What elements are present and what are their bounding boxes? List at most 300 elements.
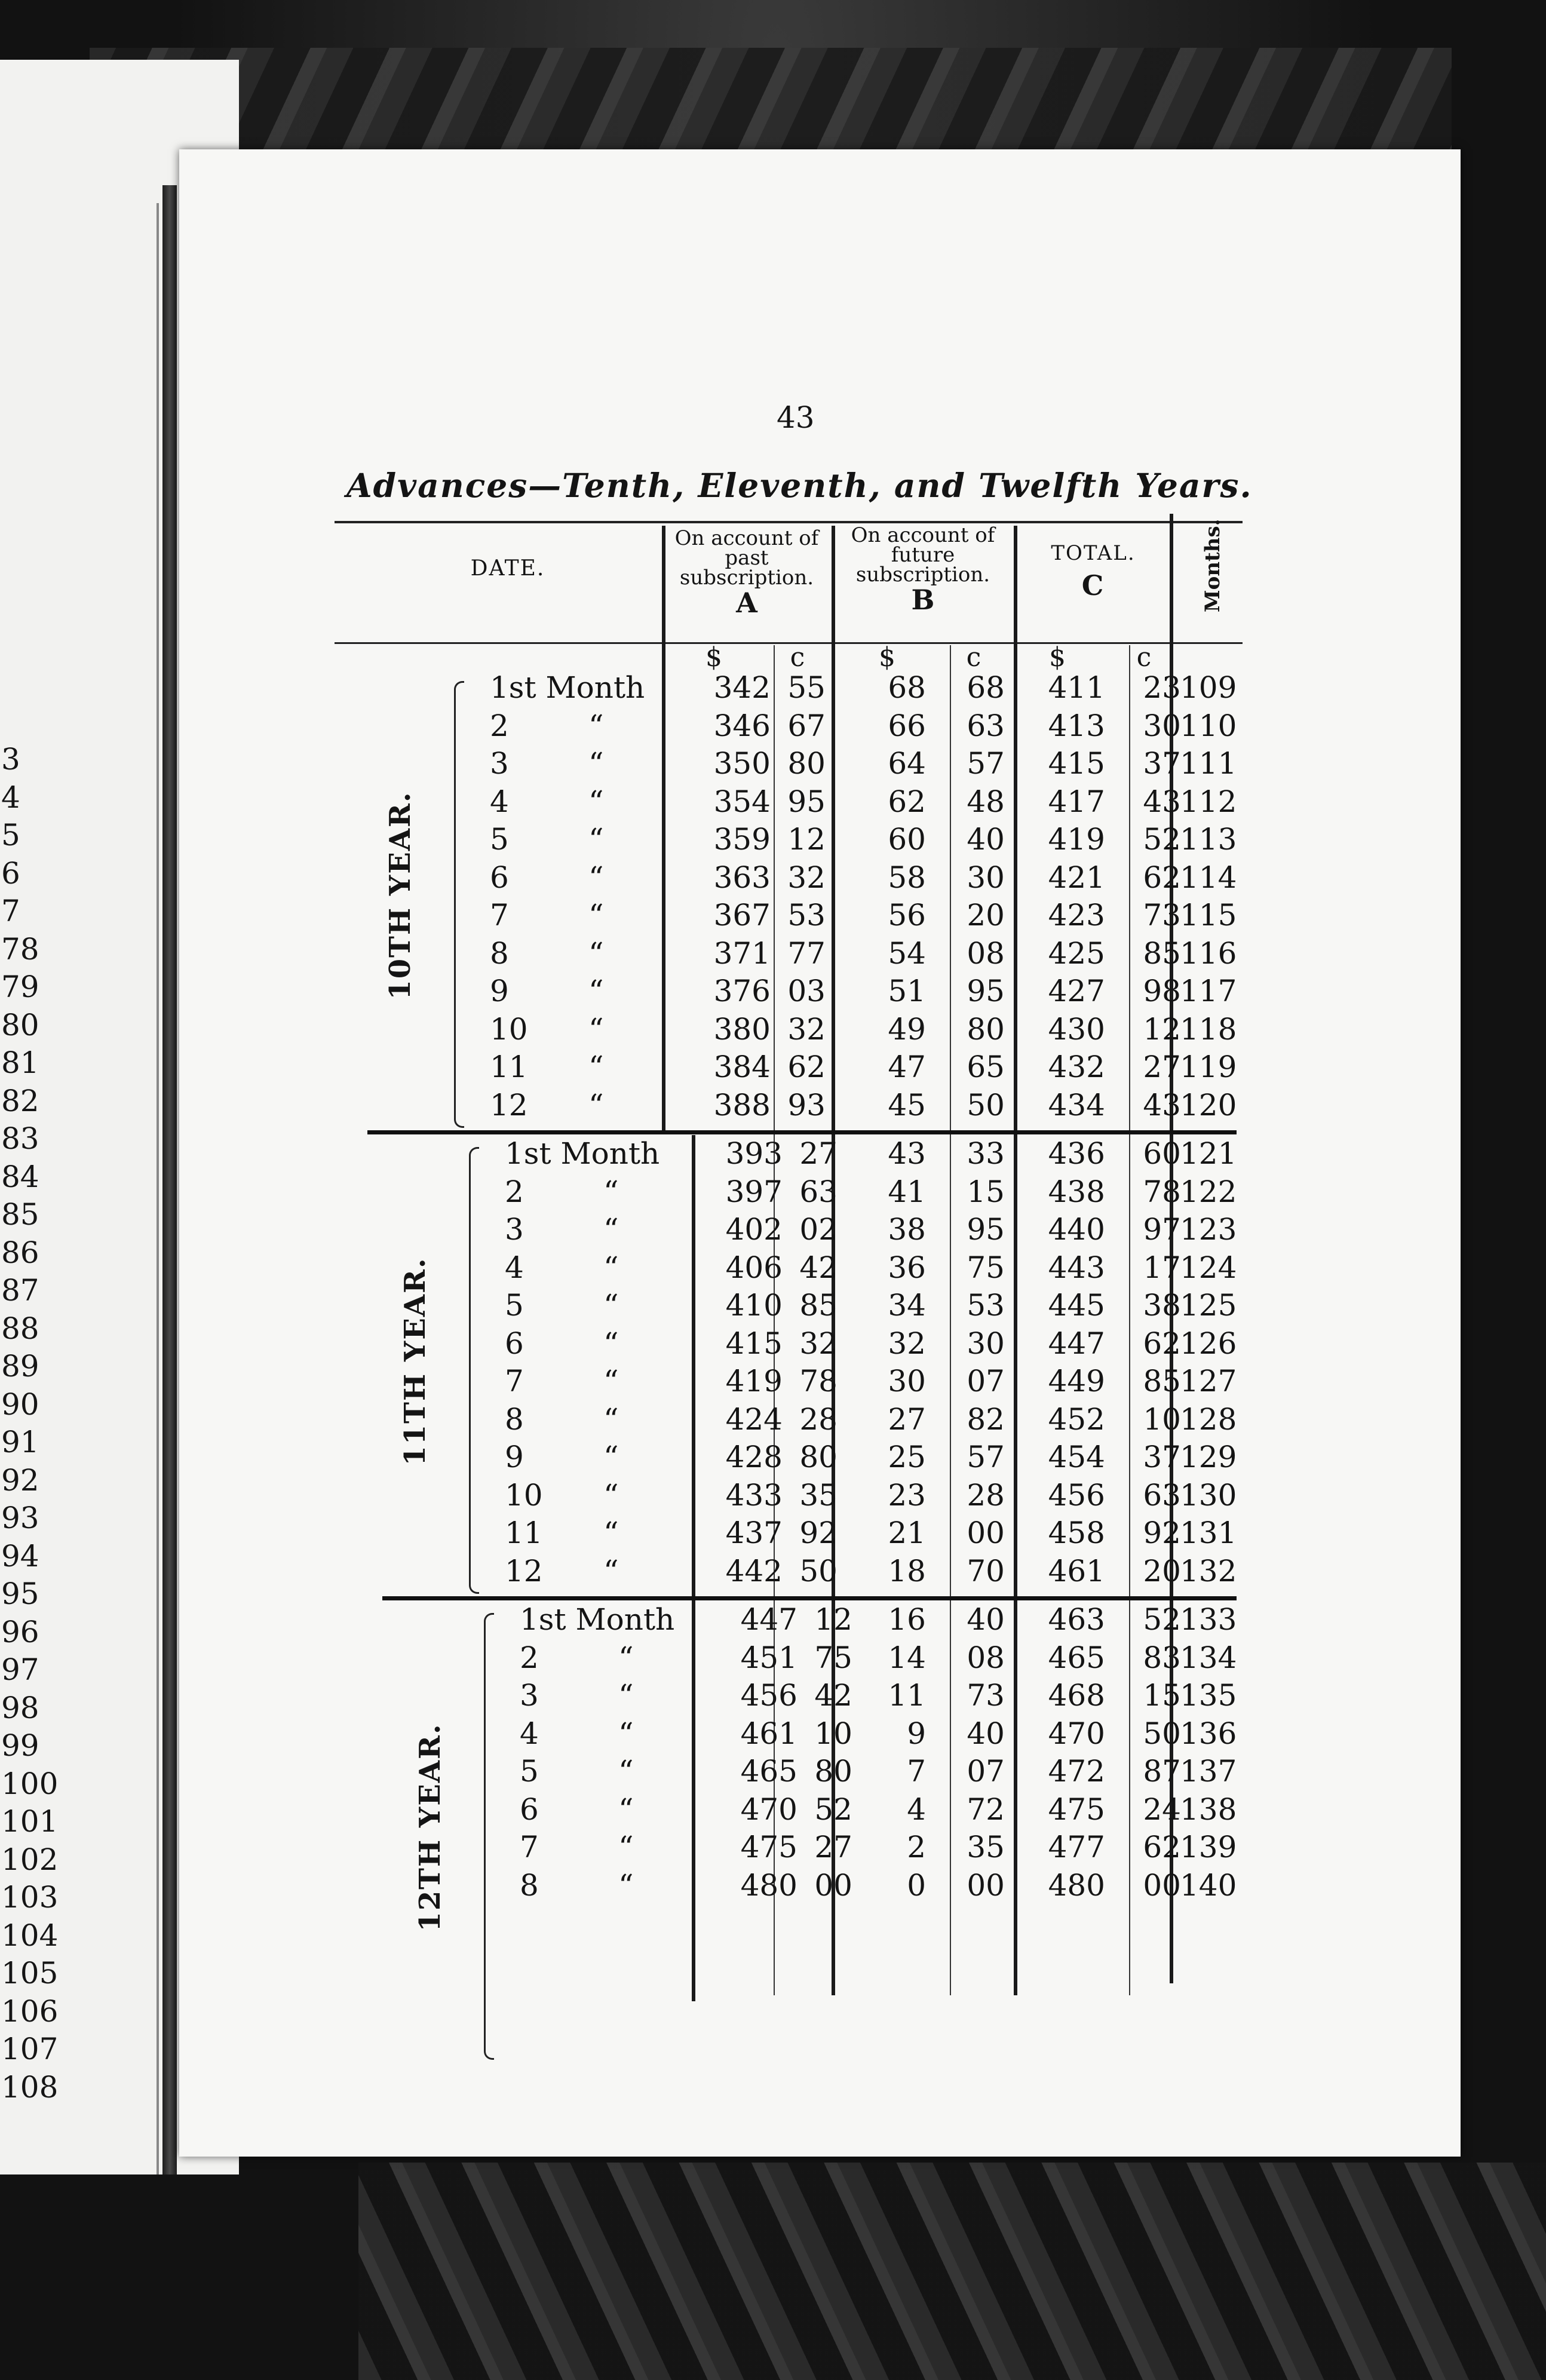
cell-a-cents: 92 xyxy=(799,1516,838,1550)
cell-date: 5 xyxy=(505,1288,524,1323)
left-page-number: 94 xyxy=(1,1538,39,1574)
left-page-number: 6 xyxy=(1,855,20,891)
cell-b-cents: 70 xyxy=(967,1553,1005,1588)
cell-a-dollars: 424 xyxy=(725,1401,783,1437)
cell-b-cents: 50 xyxy=(967,1087,1005,1122)
cell-date: 6 xyxy=(505,1326,524,1361)
table-row xyxy=(0,897,1546,934)
cell-date: 11 xyxy=(490,1050,528,1084)
table-row xyxy=(0,935,1546,973)
cell-months: 138 xyxy=(1180,1792,1237,1827)
cell-total-dollars: 468 xyxy=(1048,1678,1105,1713)
year-label: 11TH YEAR. xyxy=(398,1257,432,1466)
cell-a-cents: 32 xyxy=(799,1326,838,1361)
cell-date: 8 xyxy=(520,1867,539,1903)
cell-b-cents: 40 xyxy=(967,822,1005,857)
cell-months: 114 xyxy=(1180,860,1237,895)
cell-b-dollars: 36 xyxy=(888,1250,926,1285)
table-row xyxy=(0,1477,1546,1514)
cell-a-dollars: 402 xyxy=(725,1212,783,1247)
left-page-number: 85 xyxy=(1,1197,39,1232)
cell-total-cents: 15 xyxy=(1143,1678,1181,1713)
cell-months: 109 xyxy=(1180,670,1237,705)
cell-b-cents: 80 xyxy=(967,1011,1005,1047)
year-label: 12TH YEAR. xyxy=(413,1723,447,1932)
cloth-background-bottom xyxy=(358,2163,1546,2380)
cell-a-dollars: 419 xyxy=(725,1364,783,1398)
cell-ditto: “ xyxy=(618,1640,634,1675)
cell-a-dollars: 350 xyxy=(713,746,771,781)
header-col-total xyxy=(1016,541,1171,602)
cell-a-cents: 55 xyxy=(787,670,826,705)
cell-months: 117 xyxy=(1180,974,1237,1008)
title-rule xyxy=(335,521,1243,523)
cell-months: 132 xyxy=(1180,1553,1237,1588)
cell-date: 4 xyxy=(520,1716,539,1751)
cell-a-dollars: 433 xyxy=(725,1477,783,1513)
cell-total-cents: 62 xyxy=(1143,860,1181,895)
cell-b-cents: 08 xyxy=(967,1640,1005,1675)
cell-b-cents: 15 xyxy=(967,1174,1005,1209)
table-row xyxy=(0,859,1546,897)
table-row xyxy=(0,1867,1546,1904)
left-page-number: 98 xyxy=(1,1690,39,1725)
cell-a-cents: 62 xyxy=(787,1050,826,1084)
left-page-number: 104 xyxy=(1,1918,59,1953)
cell-total-cents: 85 xyxy=(1143,1364,1181,1398)
cell-a-cents: 75 xyxy=(814,1640,852,1675)
cell-a-cents: 12 xyxy=(787,822,826,857)
cell-date: 1st Month xyxy=(505,1136,660,1171)
cell-ditto: “ xyxy=(603,1364,619,1398)
cell-months: 124 xyxy=(1180,1250,1237,1285)
cell-ditto: “ xyxy=(603,1288,619,1323)
table-row xyxy=(0,1087,1546,1124)
cell-a-dollars: 428 xyxy=(725,1440,783,1474)
cell-a-cents: 35 xyxy=(799,1477,838,1513)
cell-a-cents: 80 xyxy=(799,1440,838,1474)
cell-total-cents: 20 xyxy=(1143,1553,1181,1588)
cell-b-dollars: 2 xyxy=(907,1830,926,1864)
cell-months: 133 xyxy=(1180,1602,1237,1637)
cell-a-cents: 53 xyxy=(787,898,826,933)
left-page-number: 90 xyxy=(1,1387,39,1422)
cell-ditto: “ xyxy=(603,1553,619,1588)
cell-total-dollars: 470 xyxy=(1048,1716,1105,1751)
cell-total-cents: 92 xyxy=(1143,1516,1181,1550)
cell-total-dollars: 477 xyxy=(1048,1830,1105,1864)
cell-months: 121 xyxy=(1180,1136,1237,1171)
cell-a-cents: 00 xyxy=(814,1867,852,1903)
cell-total-dollars: 443 xyxy=(1048,1250,1105,1285)
cell-b-dollars: 23 xyxy=(888,1477,926,1513)
cell-total-dollars: 475 xyxy=(1048,1792,1105,1827)
cell-total-cents: 78 xyxy=(1143,1174,1181,1209)
cell-total-dollars: 456 xyxy=(1048,1477,1105,1513)
cell-total-cents: 50 xyxy=(1143,1716,1181,1751)
left-page-number: 96 xyxy=(1,1614,39,1649)
cell-b-cents: 30 xyxy=(967,860,1005,895)
cell-a-dollars: 447 xyxy=(740,1602,797,1637)
header-col-b-letter: B xyxy=(911,584,935,616)
cell-b-dollars: 51 xyxy=(888,974,926,1008)
left-page-number: 81 xyxy=(1,1045,39,1080)
cell-a-dollars: 367 xyxy=(713,898,771,933)
table-row xyxy=(0,1715,1546,1753)
cell-a-dollars: 346 xyxy=(713,708,771,743)
cell-a-dollars: 451 xyxy=(740,1640,797,1675)
cell-total-dollars: 423 xyxy=(1048,898,1105,933)
header-date: DATE. xyxy=(470,556,545,581)
cell-b-dollars: 62 xyxy=(888,784,926,819)
cell-months: 128 xyxy=(1180,1401,1237,1437)
cell-b-dollars: 60 xyxy=(888,822,926,857)
cell-a-cents: 95 xyxy=(787,784,826,819)
cell-date: 1st Month xyxy=(520,1602,675,1637)
cell-b-dollars: 16 xyxy=(888,1602,926,1637)
left-page-number: 102 xyxy=(1,1842,59,1877)
cell-total-dollars: 454 xyxy=(1048,1440,1105,1474)
cell-total-cents: 10 xyxy=(1143,1401,1181,1437)
cell-ditto: “ xyxy=(588,822,604,857)
header-col-b xyxy=(836,523,1010,616)
cell-ditto: “ xyxy=(603,1326,619,1361)
cell-a-dollars: 388 xyxy=(713,1087,771,1122)
cell-date: 1st Month xyxy=(490,670,645,705)
cell-b-cents: 53 xyxy=(967,1288,1005,1323)
cell-total-cents: 43 xyxy=(1143,784,1181,819)
table-row xyxy=(0,1439,1546,1476)
cell-a-cents: 77 xyxy=(787,936,826,971)
cell-a-cents: 52 xyxy=(814,1792,852,1827)
cell-b-dollars: 68 xyxy=(888,670,926,705)
header-col-total-text: TOTAL. xyxy=(1051,541,1136,565)
cell-date: 7 xyxy=(505,1364,524,1398)
table-row xyxy=(0,783,1546,821)
cell-total-dollars: 463 xyxy=(1048,1602,1105,1637)
table-row xyxy=(0,1553,1546,1590)
cell-b-dollars: 66 xyxy=(888,708,926,743)
cell-a-dollars: 406 xyxy=(725,1250,783,1285)
cell-total-cents: 62 xyxy=(1143,1830,1181,1864)
cell-a-dollars: 354 xyxy=(713,784,771,819)
cell-a-dollars: 371 xyxy=(713,936,771,971)
table-row xyxy=(0,1401,1546,1439)
cell-ditto: “ xyxy=(603,1250,619,1285)
cell-ditto: “ xyxy=(603,1174,619,1209)
page-title: Advances—Tenth, Eleventh, and Twelfth Years. xyxy=(346,466,1253,505)
unit-cents-total: c xyxy=(1136,642,1152,673)
table-row xyxy=(0,1677,1546,1715)
cell-total-cents: 30 xyxy=(1143,708,1181,743)
cell-total-cents: 73 xyxy=(1143,898,1181,933)
table-row xyxy=(0,1011,1546,1048)
cell-b-dollars: 34 xyxy=(888,1288,926,1323)
cell-months: 113 xyxy=(1180,822,1237,857)
left-page-number: 97 xyxy=(1,1652,39,1687)
cell-b-dollars: 21 xyxy=(888,1516,926,1550)
cell-date: 8 xyxy=(490,936,509,971)
cell-ditto: “ xyxy=(588,708,604,743)
cell-a-cents: 93 xyxy=(787,1087,826,1122)
cell-b-cents: 68 xyxy=(967,670,1005,705)
cell-total-cents: 85 xyxy=(1143,936,1181,971)
cell-a-dollars: 470 xyxy=(740,1792,797,1827)
cell-total-dollars: 432 xyxy=(1048,1050,1105,1084)
cell-a-cents: 27 xyxy=(799,1136,838,1171)
header-col-a-text: On account of past subscription. xyxy=(674,526,819,590)
cell-a-dollars: 461 xyxy=(740,1716,797,1751)
cell-total-dollars: 449 xyxy=(1048,1364,1105,1398)
header-months: Months. xyxy=(1201,519,1225,612)
left-page-number: 82 xyxy=(1,1083,39,1118)
cell-b-cents: 57 xyxy=(967,746,1005,781)
cell-total-cents: 00 xyxy=(1143,1867,1181,1903)
cell-months: 123 xyxy=(1180,1212,1237,1247)
cell-months: 115 xyxy=(1180,898,1237,933)
cell-a-dollars: 456 xyxy=(740,1678,797,1713)
table-row xyxy=(0,1791,1546,1829)
cell-a-cents: 12 xyxy=(814,1602,852,1637)
table-row xyxy=(0,1211,1546,1249)
cell-date: 9 xyxy=(490,974,509,1008)
cell-date: 7 xyxy=(490,898,509,933)
unit-dollar-b: $ xyxy=(879,642,895,673)
year-label: 10TH YEAR. xyxy=(384,791,417,1000)
left-page-number: 87 xyxy=(1,1273,39,1308)
cell-months: 111 xyxy=(1180,746,1237,781)
table-row xyxy=(0,821,1546,858)
cell-a-cents: 63 xyxy=(799,1174,838,1209)
cell-a-cents: 10 xyxy=(814,1716,852,1751)
cell-a-dollars: 480 xyxy=(740,1867,797,1903)
left-page-number: 99 xyxy=(1,1728,39,1763)
left-page-number: 83 xyxy=(1,1121,39,1156)
cell-total-cents: 52 xyxy=(1143,1602,1181,1637)
left-page-number: 93 xyxy=(1,1501,39,1535)
table-row xyxy=(0,1514,1546,1552)
left-page-number: 80 xyxy=(1,1007,39,1042)
cell-b-cents: 48 xyxy=(967,784,1005,819)
table-row xyxy=(0,1249,1546,1287)
left-page-number: 105 xyxy=(1,1956,59,1991)
cell-ditto: “ xyxy=(618,1867,634,1903)
cell-ditto: “ xyxy=(588,1050,604,1084)
cell-total-dollars: 427 xyxy=(1048,974,1105,1008)
cell-date: 6 xyxy=(490,860,509,895)
cell-total-cents: 52 xyxy=(1143,822,1181,857)
left-page-number: 100 xyxy=(1,1766,59,1801)
left-page-number: 84 xyxy=(1,1159,39,1194)
cell-a-dollars: 437 xyxy=(725,1516,783,1550)
left-page-number: 5 xyxy=(1,818,20,852)
cell-total-cents: 62 xyxy=(1143,1326,1181,1361)
cell-b-dollars: 14 xyxy=(888,1640,926,1675)
cell-date: 7 xyxy=(520,1830,539,1864)
cell-total-cents: 24 xyxy=(1143,1792,1181,1827)
cell-ditto: “ xyxy=(588,936,604,971)
cell-total-dollars: 411 xyxy=(1048,670,1105,705)
cell-ditto: “ xyxy=(603,1477,619,1513)
left-page-number: 103 xyxy=(1,1880,59,1915)
cell-a-cents: 42 xyxy=(814,1678,852,1713)
cell-date: 11 xyxy=(505,1516,543,1550)
cell-ditto: “ xyxy=(603,1212,619,1247)
cell-a-dollars: 410 xyxy=(725,1288,783,1323)
cell-months: 135 xyxy=(1180,1678,1237,1713)
cell-b-dollars: 18 xyxy=(888,1553,926,1588)
cell-date: 3 xyxy=(520,1678,539,1713)
cell-months: 122 xyxy=(1180,1174,1237,1209)
unit-cents-a: c xyxy=(790,642,805,673)
table-row xyxy=(0,1325,1546,1363)
cell-b-cents: 28 xyxy=(967,1477,1005,1513)
cell-ditto: “ xyxy=(588,898,604,933)
cell-b-cents: 20 xyxy=(967,898,1005,933)
cell-ditto: “ xyxy=(588,974,604,1008)
cell-ditto: “ xyxy=(603,1401,619,1437)
cell-b-dollars: 58 xyxy=(888,860,926,895)
cell-date: 2 xyxy=(505,1174,524,1209)
table-row xyxy=(0,1173,1546,1211)
cell-b-dollars: 4 xyxy=(907,1792,926,1827)
cell-date: 4 xyxy=(490,784,509,819)
cell-ditto: “ xyxy=(588,1087,604,1122)
cell-total-dollars: 458 xyxy=(1048,1516,1105,1550)
cell-total-dollars: 436 xyxy=(1048,1136,1105,1171)
cell-date: 3 xyxy=(505,1212,524,1247)
cell-date: 10 xyxy=(505,1477,543,1513)
cell-a-cents: 32 xyxy=(787,860,826,895)
cell-ditto: “ xyxy=(618,1830,634,1864)
cell-b-cents: 65 xyxy=(967,1050,1005,1084)
left-page-number: 7 xyxy=(1,894,20,928)
cell-ditto: “ xyxy=(588,1011,604,1047)
cell-b-cents: 30 xyxy=(967,1326,1005,1361)
cell-b-dollars: 0 xyxy=(907,1867,926,1903)
cell-b-cents: 40 xyxy=(967,1602,1005,1637)
cell-b-dollars: 64 xyxy=(888,746,926,781)
cell-b-cents: 72 xyxy=(967,1792,1005,1827)
cell-a-cents: 27 xyxy=(814,1830,852,1864)
cell-b-dollars: 7 xyxy=(907,1754,926,1789)
cell-a-dollars: 393 xyxy=(725,1136,783,1171)
cell-a-cents: 32 xyxy=(787,1011,826,1047)
unit-dollar-a: $ xyxy=(705,642,722,673)
cell-ditto: “ xyxy=(603,1516,619,1550)
cell-months: 140 xyxy=(1180,1867,1237,1903)
cell-total-cents: 12 xyxy=(1143,1011,1181,1047)
cell-months: 130 xyxy=(1180,1477,1237,1513)
cell-b-dollars: 49 xyxy=(888,1011,926,1047)
table-row xyxy=(0,745,1546,783)
cell-ditto: “ xyxy=(618,1754,634,1789)
cell-date: 9 xyxy=(505,1440,524,1474)
cell-b-cents: 07 xyxy=(967,1364,1005,1398)
cell-months: 131 xyxy=(1180,1516,1237,1550)
cell-a-dollars: 384 xyxy=(713,1050,771,1084)
cell-months: 112 xyxy=(1180,784,1237,819)
cell-a-dollars: 359 xyxy=(713,822,771,857)
cell-total-cents: 98 xyxy=(1143,974,1181,1008)
cell-date: 10 xyxy=(490,1011,528,1047)
cell-b-dollars: 25 xyxy=(888,1440,926,1474)
cell-total-cents: 23 xyxy=(1143,670,1181,705)
cell-b-cents: 73 xyxy=(967,1678,1005,1713)
cell-date: 12 xyxy=(505,1553,543,1588)
cell-a-cents: 28 xyxy=(799,1401,838,1437)
year-separator xyxy=(382,1596,1237,1600)
cell-date: 8 xyxy=(505,1401,524,1437)
cell-b-cents: 00 xyxy=(967,1867,1005,1903)
cell-b-dollars: 47 xyxy=(888,1050,926,1084)
cell-months: 127 xyxy=(1180,1364,1237,1398)
table-row xyxy=(0,1048,1546,1086)
cell-date: 4 xyxy=(505,1250,524,1285)
cell-a-dollars: 397 xyxy=(725,1174,783,1209)
left-page-number: 101 xyxy=(1,1804,59,1839)
cell-b-cents: 07 xyxy=(967,1754,1005,1789)
cell-b-cents: 40 xyxy=(967,1716,1005,1751)
cell-b-dollars: 11 xyxy=(888,1678,926,1713)
left-page-number: 79 xyxy=(1,970,39,1004)
table-row xyxy=(0,1639,1546,1677)
cell-months: 119 xyxy=(1180,1050,1237,1084)
cell-total-dollars: 438 xyxy=(1048,1174,1105,1209)
cell-total-dollars: 472 xyxy=(1048,1754,1105,1789)
header-col-a xyxy=(663,526,830,619)
cell-total-cents: 63 xyxy=(1143,1477,1181,1513)
cell-total-cents: 97 xyxy=(1143,1212,1181,1247)
cell-date: 2 xyxy=(490,708,509,743)
cell-date: 2 xyxy=(520,1640,539,1675)
left-page-number: 95 xyxy=(1,1577,39,1611)
cell-b-dollars: 9 xyxy=(907,1716,926,1751)
cell-ditto: “ xyxy=(618,1716,634,1751)
cell-months: 118 xyxy=(1180,1011,1237,1047)
table-row xyxy=(0,707,1546,745)
table-row xyxy=(0,1601,1546,1639)
cell-months: 137 xyxy=(1180,1754,1237,1789)
cell-ditto: “ xyxy=(618,1678,634,1713)
cell-total-cents: 60 xyxy=(1143,1136,1181,1171)
cell-total-cents: 87 xyxy=(1143,1754,1181,1789)
cell-a-cents: 42 xyxy=(799,1250,838,1285)
cell-date: 6 xyxy=(520,1792,539,1827)
cell-b-dollars: 38 xyxy=(888,1212,926,1247)
cell-b-dollars: 41 xyxy=(888,1174,926,1209)
left-page-number: 88 xyxy=(1,1311,39,1346)
cell-date: 5 xyxy=(520,1754,539,1789)
cell-b-cents: 08 xyxy=(967,936,1005,971)
cell-b-cents: 82 xyxy=(967,1401,1005,1437)
left-page-number: 107 xyxy=(1,2032,59,2066)
cell-ditto: “ xyxy=(588,784,604,819)
cell-b-dollars: 45 xyxy=(888,1087,926,1122)
cell-date: 12 xyxy=(490,1087,528,1122)
cell-a-cents: 85 xyxy=(799,1288,838,1323)
left-page-number: 3 xyxy=(1,742,20,777)
cell-total-dollars: 413 xyxy=(1048,708,1105,743)
cell-b-cents: 35 xyxy=(967,1830,1005,1864)
cell-a-dollars: 475 xyxy=(740,1830,797,1864)
cell-total-dollars: 434 xyxy=(1048,1087,1105,1122)
cell-a-dollars: 380 xyxy=(713,1011,771,1047)
table-row xyxy=(0,1753,1546,1790)
cell-a-cents: 80 xyxy=(814,1754,852,1789)
cell-total-dollars: 447 xyxy=(1048,1326,1105,1361)
cell-total-dollars: 425 xyxy=(1048,936,1105,971)
